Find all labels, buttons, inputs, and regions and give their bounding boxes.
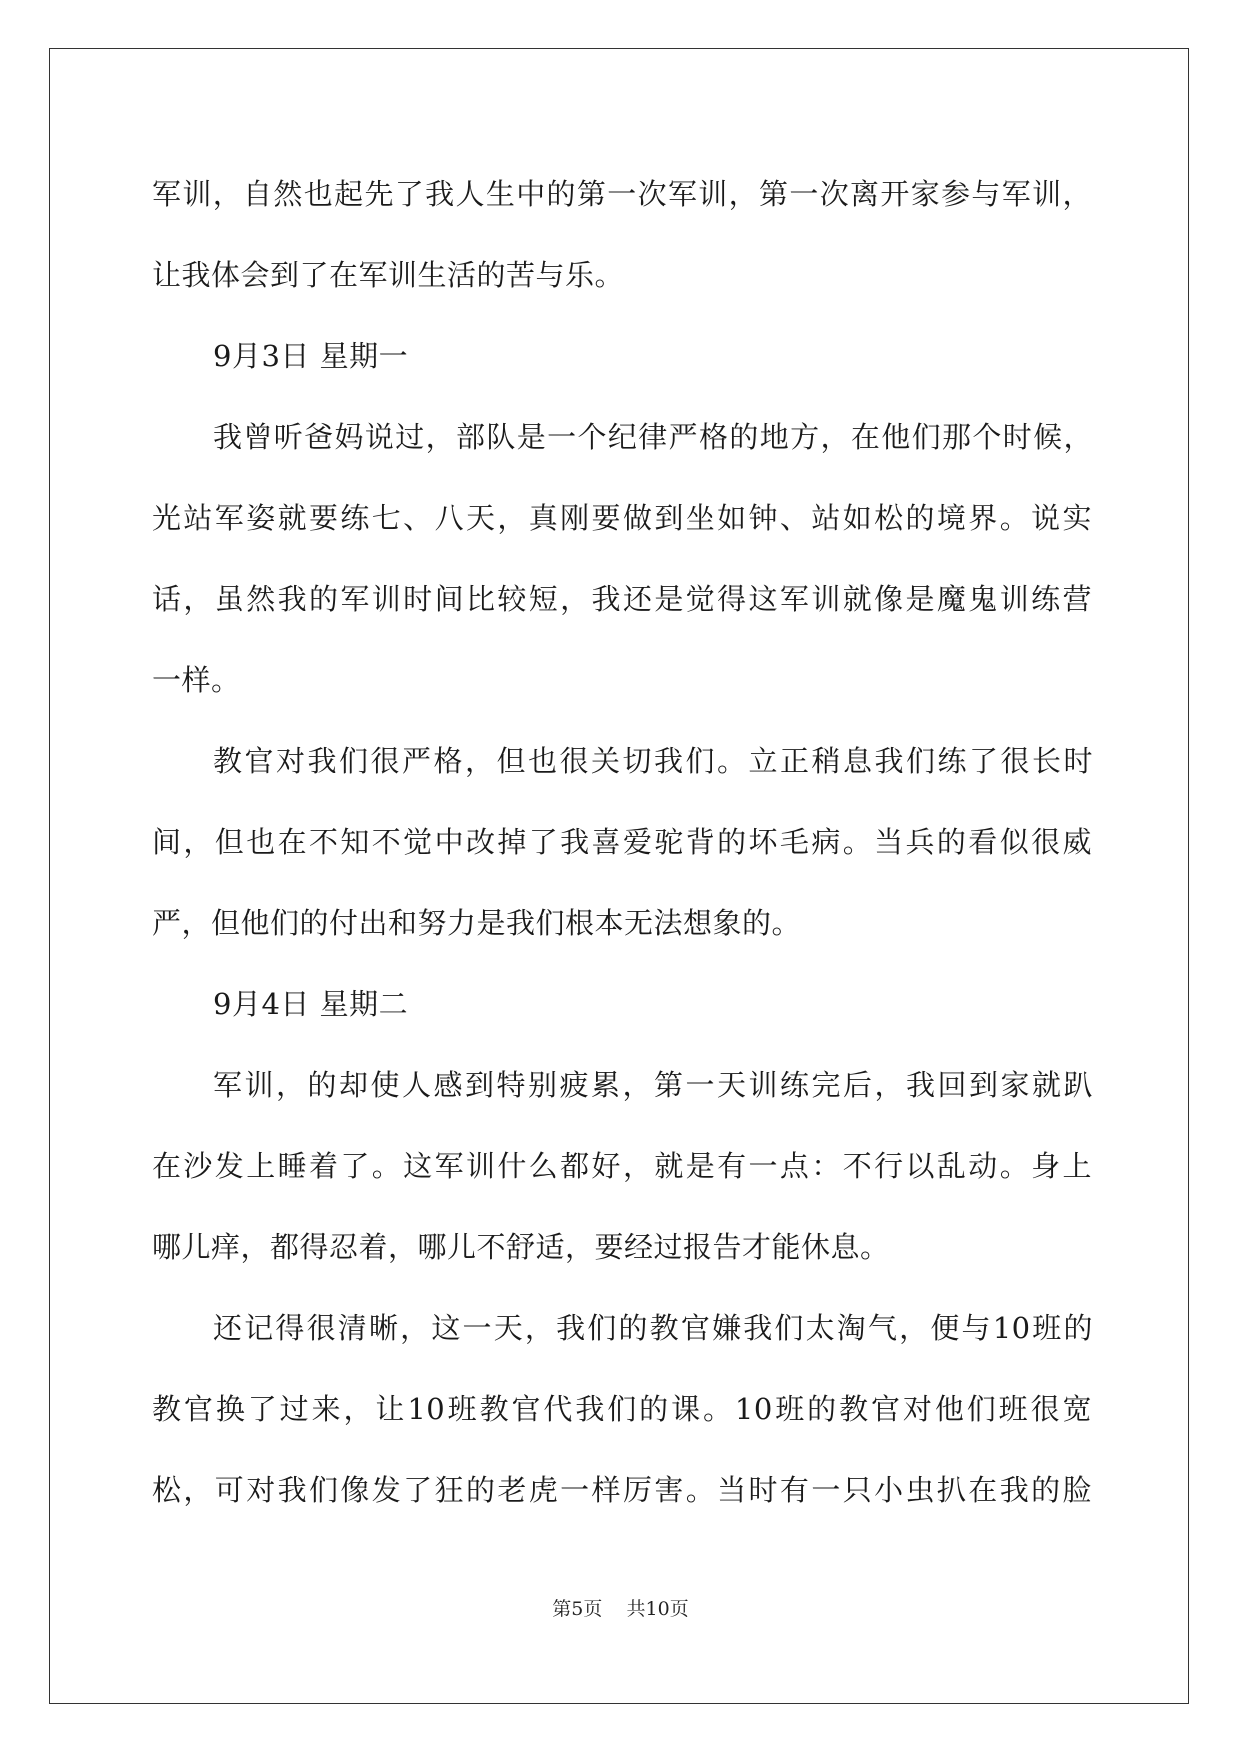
paragraph-first-line: 还记得很清晰，这一天，我们的教官嫌我们太淘气，便与10班的 xyxy=(213,1311,1093,1345)
text-line: 间，但也在不知不觉中改掉了我喜爱驼背的坏毛病。当兵的看似很威 xyxy=(152,825,1092,859)
text-line: 在沙发上睡着了。这军训什么都好，就是有一点：不行以乱动。身上 xyxy=(152,1149,1092,1183)
paragraph-first-line: 教官对我们很严格，但也很关切我们。立正稍息我们练了很长时 xyxy=(213,744,1093,778)
paragraph-first-line: 我曾听爸妈说过，部队是一个纪律严格的地方，在他们那个时候， xyxy=(213,420,1093,454)
text-line: 让我体会到了在军训生活的苦与乐。 xyxy=(152,258,625,292)
page-border xyxy=(49,48,1189,1704)
text-line: 光站军姿就要练七、八天，真刚要做到坐如钟、站如松的境界。说实 xyxy=(152,501,1092,535)
text-line: 松，可对我们像发了狂的老虎一样厉害。当时有一只小虫扒在我的脸 xyxy=(152,1473,1092,1507)
page-number-footer: 第5页 共10页 xyxy=(552,1598,689,1620)
text-line: 严，但他们的付出和努力是我们根本无法想象的。 xyxy=(152,906,802,940)
text-line: 话，虽然我的军训时间比较短，我还是觉得这军训就像是魔鬼训练营 xyxy=(152,582,1092,616)
date-heading: 9月4日 星期二 xyxy=(213,987,409,1021)
text-line: 教官换了过来，让10班教官代我们的课。10班的教官对他们班很宽 xyxy=(152,1392,1092,1426)
paragraph-first-line: 军训，的却使人感到特别疲累，第一天训练完后，我回到家就趴 xyxy=(213,1068,1093,1102)
text-line: 一样。 xyxy=(152,663,241,697)
text-line: 军训，自然也起先了我人生中的第一次军训，第一次离开家参与军训， xyxy=(152,177,1092,211)
date-heading: 9月3日 星期一 xyxy=(213,339,409,373)
text-line: 哪儿痒，都得忍着，哪儿不舒适，要经过报告才能休息。 xyxy=(152,1230,890,1264)
